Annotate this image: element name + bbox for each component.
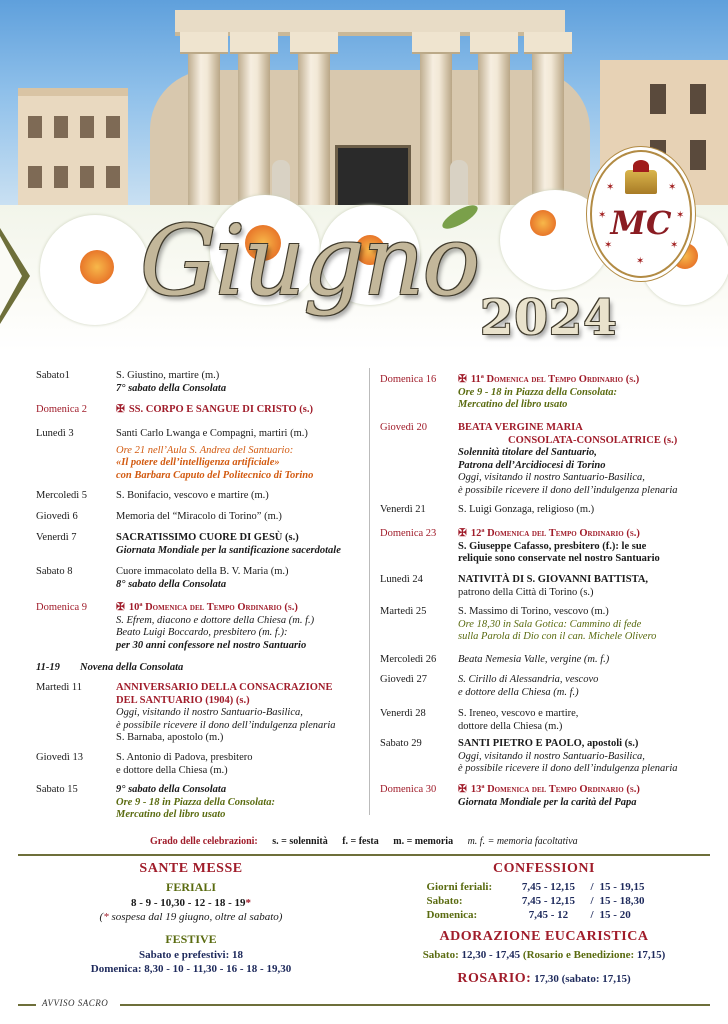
year-title: 2024 bbox=[480, 290, 618, 346]
celebration-legend: Grado delle celebrazioni: s. = solennità f. = festa m. = memoria m. f. = memoria facoltativa bbox=[150, 836, 578, 847]
entry-day: Giovedì 27 bbox=[380, 674, 427, 685]
cross-icon: ✠ bbox=[458, 528, 467, 539]
footer-label: AVVISO SACRO bbox=[42, 998, 109, 1008]
entry-day: Martedì 25 bbox=[380, 606, 427, 617]
entry-day: Sabato1 bbox=[36, 370, 70, 381]
entry-day: Sabato 8 bbox=[36, 566, 73, 577]
entry-day: Venerdì 28 bbox=[380, 708, 426, 719]
entry-day: Sabato 29 bbox=[380, 738, 422, 749]
sanctuary-emblem: MC ✶ ✶ ✶ ✶ ✶ ✶ ✶ bbox=[590, 150, 692, 278]
masses-section: SANTE MESSE FERIALI 8 - 9 - 10,30 - 12 - 18 - 19* (* sospesa dal 19 giugno, oltre al sabato) FESTIVE Sabato e prefestivi: 18 Domenica: 8,30 - 10 - 11,30 - 16 - 18 - 19,30 bbox=[36, 862, 346, 976]
confessions-title: CONFESSIONI bbox=[493, 861, 595, 876]
emblem-monogram: MC bbox=[610, 204, 672, 242]
entry-day: Domenica 23 bbox=[380, 528, 437, 539]
masses-title: SANTE MESSE bbox=[139, 861, 243, 876]
month-title: Giugno bbox=[140, 205, 479, 317]
entry-day: Sabato 15 bbox=[36, 784, 78, 795]
sanctuary-facade-image bbox=[120, 10, 620, 210]
entry-day: Mercoledì 26 bbox=[380, 654, 437, 665]
confession-row: Giorni feriali: 7,45 - 12,15 / 15 - 19,15 bbox=[426, 881, 645, 893]
cross-icon: ✠ bbox=[458, 374, 467, 385]
left-building-image bbox=[18, 88, 128, 216]
adoration-title: ADORAZIONE EUCARISTICA bbox=[439, 929, 649, 944]
entry-day: Lunedì 3 bbox=[36, 428, 74, 439]
entry-day: Domenica 9 bbox=[36, 602, 88, 613]
crown-icon bbox=[625, 170, 657, 194]
cross-icon: ✠ bbox=[116, 404, 125, 415]
feriali-title: FERIALI bbox=[165, 880, 216, 894]
header-banner bbox=[0, 0, 728, 352]
entry-day: Lunedì 24 bbox=[380, 574, 423, 585]
cross-icon: ✠ bbox=[116, 602, 125, 613]
entry-day: Domenica 2 bbox=[36, 404, 88, 415]
footer bbox=[18, 998, 710, 1012]
entry-day: 11-19 bbox=[36, 662, 60, 673]
section-divider bbox=[18, 854, 710, 856]
entry-day: Mercoledì 5 bbox=[36, 490, 88, 501]
entry-day: Giovedì 6 bbox=[36, 511, 78, 522]
festive-title: FESTIVE bbox=[165, 932, 217, 946]
confession-row: Sabato: 7,45 - 12,15 / 15 - 18,30 bbox=[426, 895, 645, 907]
entry-day: Martedì 11 bbox=[36, 682, 82, 693]
entry-day: Venerdì 7 bbox=[36, 532, 77, 543]
column-divider bbox=[369, 368, 370, 815]
cross-icon: ✠ bbox=[458, 784, 467, 795]
confession-row: Domenica: 7,45 - 12 / 15 - 20 bbox=[426, 909, 631, 921]
entry-day: Domenica 30 bbox=[380, 784, 437, 795]
rosary-title: ROSARIO: bbox=[457, 971, 532, 986]
entry-day: Venerdì 21 bbox=[380, 504, 426, 515]
confessions-section: CONFESSIONI Giorni feriali: 7,45 - 12,15 / 15 - 19,15 Sabato: 7,45 - 12,15 / 15 - 18,30 Domenica: 7,45 - 12 / 15 - 20 ADORAZIONE EUCARISTICA Sabato: 12,30 - 17,45 (Rosario e Benedizione: 17,15) ROSARIO: 17,30 (sabato: 17,15) bbox=[385, 862, 703, 986]
entry-day: Giovedì 13 bbox=[36, 752, 83, 763]
entry-day: Domenica 16 bbox=[380, 374, 437, 385]
entry-day: Giovedì 20 bbox=[380, 422, 427, 433]
